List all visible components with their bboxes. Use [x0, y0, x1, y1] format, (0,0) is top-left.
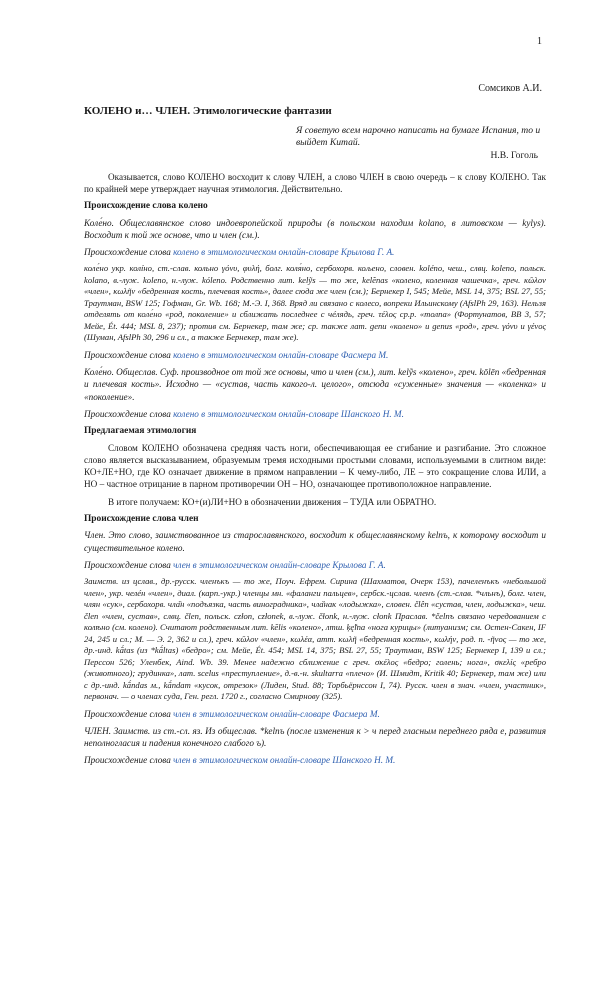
article-title: КОЛЕНО и… ЧЛЕН. Этимологические фантазии [84, 105, 332, 117]
intro-paragraph: Оказывается, слово КОЛЕНО восходит к слову ЧЛЕН, а слово ЧЛЕН в свою очередь – к слову КОЛЕНО. Так по крайней мере утверждает научная этимология. Действительно. [84, 171, 546, 194]
page-number: 1 [537, 36, 542, 47]
chlen-shansky-source [84, 754, 546, 766]
chlen-krylov-entry: Член. Это слово, заимствованное из старославянского, восходит к общеславянскому kelnъ, к которому восходит и существительное колено. [84, 530, 546, 553]
koleno-krylov-link[interactable]: колено в этимологическом онлайн-словаре Крылова Г. А. [173, 247, 395, 258]
chlen-vasmer-link[interactable]: член в этимологическом онлайн-словаре Фасмера М. [173, 708, 380, 719]
koleno-shansky-link[interactable]: колено в этимологическом онлайн-словаре Шанского Н. М. [173, 408, 404, 419]
epigraph-text: Я советую всем нарочно написать на бумаге Испания, то и выйдет Китай. [296, 124, 541, 149]
source-prefix: Происхождение слова [84, 559, 174, 570]
proposed-etymology-paragraph: Словом КОЛЕНО обозначена средняя часть ноги, обеспечивающая ее сгибание и разгибание. Это сложное слово является высказыванием, образуемым тремя исходными простыми словами, используемыми в слитном виде: КО+ЛЕ+НО, где КО означает движение в прямом направлении – К чему-либо, ЛЕ – это сокращение слова ИЛИ, а НО – частное отрицание в парном противоречии ОН – НО, означающее противоположное направление. [84, 442, 546, 490]
section-heading-proposed-etymology: Предлагаемая этимология [84, 426, 197, 437]
proposed-etymology-result: В итоге получаем: КО+(и)ЛИ+НО в обозначении движения – ТУДА или ОБРАТНО. [108, 496, 437, 507]
chlen-shansky-link[interactable]: член в этимологическом онлайн-словаре Шанского Н. М. [173, 755, 396, 766]
koleno-shansky-entry: Коле́но. Общеслав. Суф. производное от той же основы, что и член (см.), лит. kelỹs «колено», греч. kōlēn «бедренная и плечевая кость». Исходно — «сустав, часть какого-л. целого», отсюда «суженные» значения — «коленка» и «поколение». [84, 367, 546, 402]
source-prefix: Происхождение слова [84, 708, 174, 719]
source-prefix: Происхождение слова [84, 755, 174, 766]
chlen-shansky-entry: ЧЛЕН. Заимств. из ст.-сл. яз. Из общеслав. *kelnъ (после изменения к > ч перед гласным переднего ряда е, развития неполногласия и падения конечного слабого ъ). [84, 725, 546, 749]
chlen-krylov-source [84, 559, 546, 571]
koleno-shansky-source [84, 408, 546, 420]
section-heading-koleno-origin: Происхождение слова колено [84, 201, 208, 212]
epigraph-author: Н.В. Гоголь [490, 149, 538, 161]
author-name: Сомсиков А.И. [478, 83, 542, 94]
koleno-krylov-entry: Коле́но. Общеславянское слово индоевропейской природы (в польском находим kolano, в литовском — kylys). Восходит к той же основе, что и член (см.). [84, 217, 546, 240]
koleno-vasmer-source [84, 349, 546, 361]
article-body [84, 104, 546, 772]
section-heading-chlen-origin: Происхождение слова член [84, 513, 199, 524]
chlen-vasmer-entry: Заимств. из цслав., др.-русск. членъкъ — то же, Поуч. Ефрем. Сирина (Шахматов, Очерк 153), пачеленъкъ «небольшой член», укр. челéн «член», диал. (карп.-укр.) членцы мн. «фаланги пальцев», сербск.-цслав. членъ (ст.-слав. *чльнъ), болг. член, члян «сук», сербохорв. чла̏н «подъязка, часть виноградника», чла̏нак «лодыжка», словен. člên «сустав, член, лодыжка», чеш. člen «член, сустав», слвц. člen, польск. człon, członek, в.-луж. čłonk, н.-луж. cłonk Праслав. *čelnъ связано чередованием с колѣно (см. колено). Считают родственным лит. kẽlis «колено», лтш. ķę̃lna «нога курицы» (литуанизм; см. Остен-Сакен, IF 24, 245 и сл.; М. — Э. 2, 362 и сл.), греч. κῶλον «член», κωλέα, атт. κωλῆ «бедренная кость», κωλήν, род. п. -ῆνος — то же, др.-инд. kā́tas (из *kā́ltas) «бедро»; см. Мейе, Ét. 454; MSL 14, 375; BSL 27, 55; Траутман, BSW 125; Бернекер I, 139 и сл.; Перссон 526; Уленбек, Aind. Wb. 39. Менее надежно сближение с греч. σκέλος «бедро; голень; нога», σκελίς «ребро (животного); грудинка», лат. scelus «преступление», д.-в.-н. skultarra «плечо» (И. Шмидт, Kritik 40; Бернекер, там же) или с др.-инд. kā́ndas м., kā́ndam «кусок, отрезок» (Лиден, Stud. 88; Торбьёрнссон I, 74). Русск. член в знач. «член, участник», первонач. — о членах суда, Ген. регл. 1720 г., согласно Смирнову (325). [84, 576, 546, 702]
chlen-vasmer-source [84, 708, 546, 720]
source-prefix: Происхождение слова [84, 408, 174, 419]
chlen-krylov-link[interactable]: член в этимологическом онлайн-словаре Крылова Г. А. [173, 559, 386, 570]
koleno-vasmer-entry: коле́но укр. колíно, ст.-слав. кольно γόνυ, φυλή, болг. коля́но, сербохорв. кољено, словен. koléno, чеш., слвц. koleno, польск. kolano, в.-луж. koleno, н.-луж. kóleno. Родственно лит. kelỹs — то же, kelẽnas «колено, коленная чашечка», греч. κῶλον «член», κωλῆν «бедренная кость, плечевая кость», далее сюда же член (см.); Бернекер I, 545; Мейе, MSL 14, 375; BSL 27, 55; Траутман, BSW 125; Гофман, Gr. Wb. 168; М.-Э. I, 368. Вряд ли связано с колесо, вопреки Ильинскому (AfslPh 29, 163). Нельзя отделять от коле́но «род, поколение» и сближать последнее с чéлядь, греч. τέλος ср.р. «толпа» (Фортунатов, ВВ 3, 57; Мейе, Ét. 444; MSL 8, 237); против см. Бернекер, там же; ср. также лат. genu «колено» и genus «род», греч. γόνυ и γένος (Шуман, AfslPh 30, 296 и сл., а также Бернекер, там же). [84, 263, 546, 343]
koleno-vasmer-link[interactable]: колено в этимологическом онлайн-словаре Фасмера М. [173, 349, 389, 360]
source-prefix: Происхождение слова [84, 349, 174, 360]
source-prefix: Происхождение слова [84, 247, 174, 258]
koleno-krylov-source [84, 246, 546, 258]
